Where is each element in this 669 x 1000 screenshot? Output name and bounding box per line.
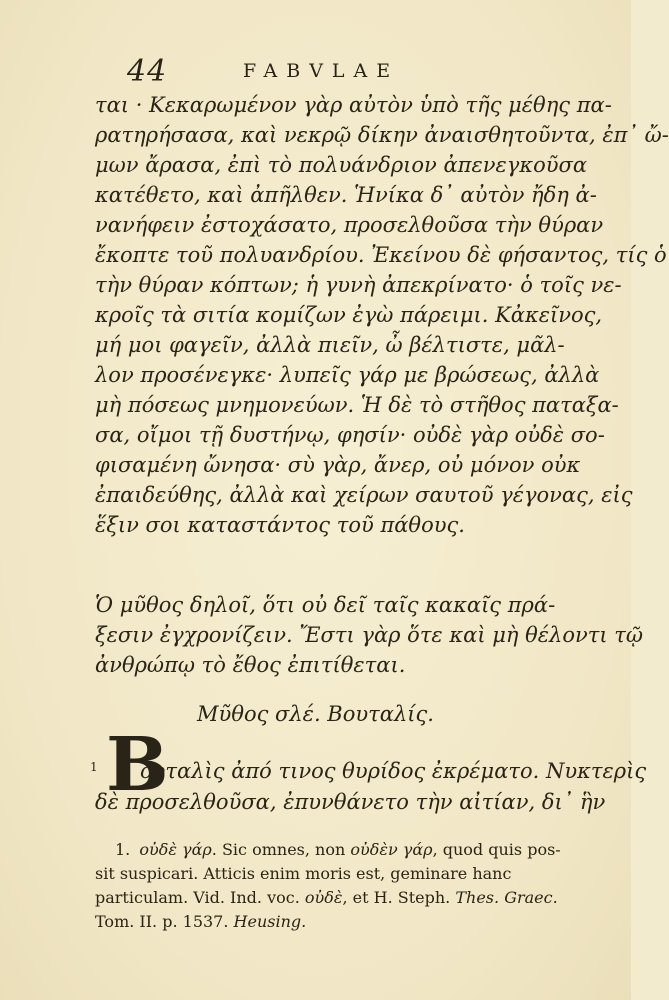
footnotes — [95, 838, 595, 934]
page-header — [95, 52, 595, 92]
footnote-italic: Heusing. — [233, 912, 307, 931]
drop-cap: Β — [106, 722, 169, 808]
footnote-greek: οὐδὲ γάρ — [139, 840, 212, 859]
footnote-italic: Thes. Graec. — [455, 888, 558, 907]
footnote-text: Tom. II. p. 1537. — [95, 912, 229, 931]
text-line: φισαμένη ὤνησα· σὺ γὰρ, ἄνερ, οὐ μόνον οὐκ — [95, 453, 581, 477]
footnote-greek: οὐδὲν γάρ — [350, 840, 433, 859]
text-line: ρατηρήσασα, καὶ νεκρῷ δίκην ἀναισθητοῦντα, ἐπ᾽ ὤ- — [95, 123, 669, 147]
text-line: λον προσένεγκε· λυπεῖς γάρ με βρώσεως, ἀλλὰ — [95, 363, 600, 387]
text-line: μή μοι φαγεῖν, ἀλλὰ πιεῖν, ὦ βέλτιστε, μᾶλ- — [95, 333, 565, 357]
moral-line: ἀνθρώπῳ τὸ ἔθος ἐπιτίθεται. — [95, 653, 406, 677]
text-line: κροῖς τὰ σιτία κομίζων ἐγὼ πάρειμι. Κἀκεῖνος, — [95, 303, 603, 327]
page-number: 44 — [127, 54, 168, 89]
text-line: ται · Κεκαρωμένον γὰρ αὐτὸν ὑπὸ τῆς μέθης πα- — [95, 93, 612, 117]
footnote-line — [95, 886, 595, 910]
footnote-text: . Sic omnes, non — [211, 840, 346, 859]
text-line: δὲ προσελθοῦσα, ἐπυνθάνετο τὴν αἰτίαν, δι᾽ ἣν — [95, 790, 606, 814]
text-line: μων ἄρασα, ἐπὶ τὸ πολυάνδριον ἀπενεγκοῦσα — [95, 153, 588, 177]
footnote-number: 1. — [115, 840, 131, 859]
text-line: ἐπαιδεύθης, ἀλλὰ καὶ χείρων σαυτοῦ γέγονας, εἰς — [95, 483, 633, 507]
text-line: νανήφειν ἐστοχάσατο, προσελθοῦσα τὴν θύραν — [95, 213, 604, 237]
text-line: μὴ πόσεως μνημονεύων. Ἡ δὲ τὸ στῆθος παταξα- — [95, 393, 619, 417]
footnote-text: , quod quis pos- — [432, 840, 561, 859]
footnote-greek: οὐδὲ — [304, 888, 343, 907]
moral-line: ξεσιν ἐγχρονίζειν. Ἔστι γὰρ ὅτε καὶ μὴ θέλοντι τῷ — [95, 623, 644, 647]
footnote-line: sit suspicari. Atticis enim moris est, geminare hanc — [95, 864, 512, 883]
fable-title: Μῦθος σλέ. Βουταλίς. — [197, 702, 434, 726]
running-head: FABVLAE — [243, 60, 400, 82]
footnote-text: particulam. Vid. Ind. voc. — [95, 888, 300, 907]
moral-line: Ὁ μῦθος δηλοῖ, ὅτι οὐ δεῖ ταῖς κακαῖς πρά- — [95, 593, 556, 617]
text-line: τὴν θύραν κόπτων; ἡ γυνὴ ἀπεκρίνατο· ὁ τοῖς νε- — [95, 273, 622, 297]
text-line: ἔκοπτε τοῦ πολυανδρίου. Ἐκείνου δὲ φήσαντος, τίς ὁ — [95, 243, 667, 267]
footnote-line — [95, 910, 595, 934]
footnote-marker: 1 — [90, 760, 98, 774]
text-line: σα, οἴμοι τῇ δυστήνῳ, φησίν· οὐδὲ γὰρ οὐδὲ σο- — [95, 423, 605, 447]
text-line: ουταλὶς ἀπό τινος θυρίδος ἐκρέματο. Νυκτερὶς — [140, 759, 647, 783]
footnote-line — [95, 838, 595, 862]
footnote-text: , et H. Steph. — [342, 888, 451, 907]
text-line: κατέθετο, καὶ ἀπῆλθεν. Ἡνίκα δ᾽ αὐτὸν ἤδη ἀ- — [95, 183, 597, 207]
text-line: ἕξιν σοι καταστάντος τοῦ πάθους. — [95, 513, 465, 537]
